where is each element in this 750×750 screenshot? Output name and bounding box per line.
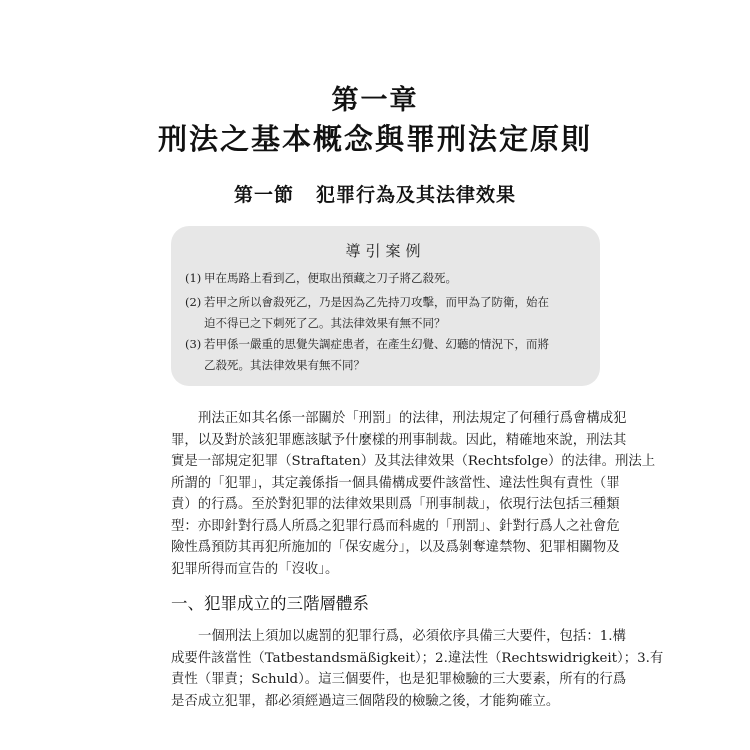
case-item-number: (3) [185,337,202,351]
case-item-text: 乙殺死。其法律效果有無不同？ [204,358,365,372]
case-item-number: (2) [185,295,202,309]
paragraph-line: 罪，以及對於該犯罪應該賦予什麼樣的刑事制裁。因此，精確地來說，刑法其 [171,432,627,448]
case-item [185,292,589,334]
section-label: 第一節 [233,184,294,206]
case-item-text: 若甲之所以會殺死乙，乃是因為乙先持刀攻擊，而甲為了防衛，始在 [204,295,549,309]
paragraph-line: 犯罪所得而宣告的「沒收」。 [171,561,339,577]
section-heading [0,180,750,207]
paragraph-line: 型：亦即針對行爲人所爲之犯罪行爲而科處的「刑罰」、針對行爲人之社會危 [171,518,620,534]
chapter-label: 第一章 [331,85,419,116]
case-box-heading: 導引案例 [345,242,426,260]
guided-case-box [171,226,600,386]
subsection-heading: 一、犯罪成立的三階層體系 [171,594,369,613]
paragraph-line: 刑法正如其名係一部關於「刑罰」的法律，刑法規定了何種行爲會構成犯 [198,411,627,426]
chapter-title: 刑法之基本概念與罪刑法定原則 [157,122,592,156]
case-item [185,268,589,289]
paragraph-line: 責）的行爲。至於對犯罪的法律效果則爲「刑事制裁」，依現行法包括三種類 [171,497,620,512]
case-item-number: (1) [185,271,202,285]
body-paragraph-1 [171,408,656,580]
paragraph-line: 實是一部規定犯罪（Straftaten）及其法律效果（Rechtsfolge）的法律。刑法上 [171,454,656,469]
body-paragraph-2 [171,626,664,712]
paragraph-line: 成要件該當性（Tatbestandsmäßigkeit）；2.違法性（Rechtswidrigkeit）；3.有 [171,650,664,666]
section-title: 犯罪行為及其法律效果 [316,184,517,206]
paragraph-line: 所謂的「犯罪」，其定義係指一個具備構成要件該當性、違法性與有責性（罪 [171,475,620,491]
paragraph-line: 險性爲預防其再犯所施加的「保安處分」，以及爲剝奪違禁物、犯罪相關物及 [171,540,620,555]
case-item-text: 迫不得已之下刺死了乙。其法律效果有無不同？ [204,316,446,330]
paragraph-line: 責性（罪責；Schuld）。這三個要件，也是犯罪檢驗的三大要素，所有的行爲 [171,672,627,687]
paragraph-line: 是否成立犯罪，都必須經過這三個階段的檢驗之後，才能夠確立。 [171,693,560,709]
case-item [185,334,589,376]
case-item-text: 甲在馬路上看到乙，便取出預藏之刀子將乙殺死。 [204,271,457,285]
paragraph-line: 一個刑法上須加以處罰的犯罪行爲，必須依序具備三大要件，包括：1.構 [198,629,626,644]
case-item-text: 若甲係一嚴重的思覺失調症患者，在產生幻覺、幻聽的情況下，而將 [204,337,549,351]
